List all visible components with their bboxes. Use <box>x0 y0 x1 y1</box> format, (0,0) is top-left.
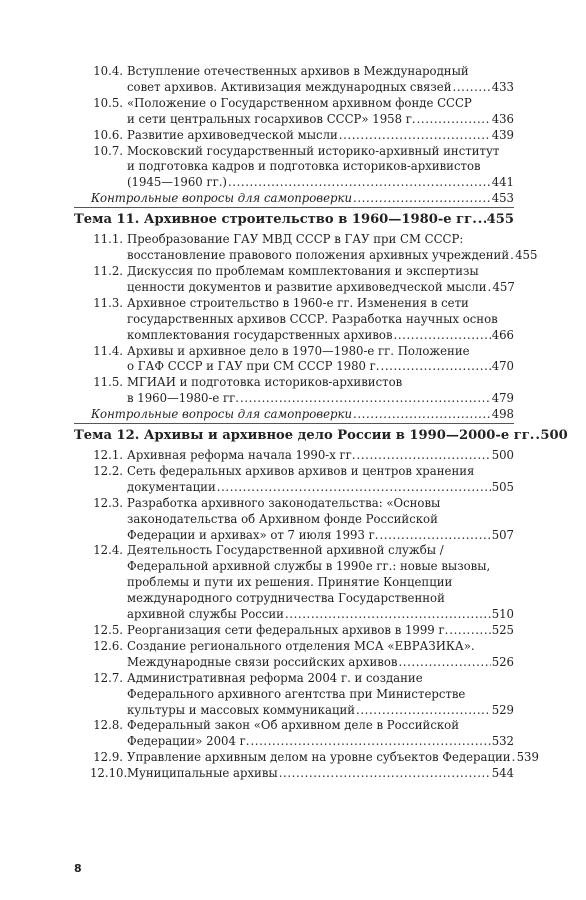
entry-text-line: о ГАФ СССР и ГАУ при СМ СССР 1980 г. <box>127 359 380 374</box>
entry-last-line <box>127 734 514 750</box>
dot-leader <box>357 448 491 464</box>
toc-entry[interactable] <box>74 264 514 296</box>
theme-title: Тема 11. Архивное строительство в 1960—1980-е гг. <box>74 212 477 228</box>
entry-text-line: Создание регионального отделения МСА «ЕВРАЗИКА». <box>127 638 475 653</box>
entry-body <box>127 296 514 344</box>
entry-text-line: ценности документов и развитие архивоведческой мысли <box>127 279 487 294</box>
dot-leader <box>381 359 491 375</box>
entry-text-line: проблемы и пути их решения. Принятие Концепции <box>127 575 453 590</box>
entry-text-line: Международные связи российских архивов <box>127 654 398 669</box>
entry-number: 12.3. <box>93 495 123 510</box>
entry-last-line <box>127 359 514 375</box>
page-ref: 525 <box>491 623 514 637</box>
entry-last-line <box>127 655 514 671</box>
entry-body <box>127 344 514 376</box>
page-ref: 466 <box>491 327 514 342</box>
dot-leader <box>228 175 491 191</box>
entry-body <box>127 718 514 750</box>
toc-entry[interactable] <box>74 750 539 766</box>
entry-body <box>127 144 514 192</box>
entry-text-line: Дискуссия по проблемам комплектования и экспертизы <box>127 263 479 278</box>
entry-last-line <box>127 248 538 264</box>
entry-number: 10.6. <box>93 127 123 142</box>
toc-entry[interactable] <box>74 543 514 623</box>
entry-text-line: Деятельность Государственной архивной службы / <box>127 543 444 558</box>
entry-number: 11.5. <box>93 375 123 390</box>
dot-leader <box>394 328 491 344</box>
theme-12-heading[interactable] <box>74 427 568 445</box>
entry-last-line <box>127 480 514 496</box>
entry-text-line: и подготовка кадров и подготовка историков-архивистов <box>127 159 481 174</box>
page-ref: 500 <box>540 428 568 444</box>
page-ref: 526 <box>491 654 514 669</box>
dot-leader <box>453 80 491 96</box>
page-ref: 532 <box>491 734 514 749</box>
entry-text-line: архивной службы России <box>127 607 284 622</box>
entry-last-line <box>127 175 514 191</box>
page-ref: 539 <box>516 750 539 765</box>
entry-number: 11.2. <box>93 263 123 278</box>
dot-leader <box>417 112 491 128</box>
toc-section-11 <box>74 232 538 407</box>
review-questions-entry[interactable] <box>74 191 514 207</box>
entry-last-line <box>127 607 514 623</box>
page-ref: 455 <box>515 248 538 263</box>
entry-number: 12.2. <box>93 463 123 478</box>
entry-text-line: Административная реформа 2004 г. и создание <box>127 670 423 685</box>
toc-entry[interactable] <box>74 296 514 344</box>
entry-number: 12.5. <box>93 623 123 637</box>
entry-body <box>127 128 514 144</box>
entry-body <box>127 448 514 464</box>
page-ref: 479 <box>491 391 514 406</box>
dot-leader <box>512 750 516 766</box>
entry-last-line <box>127 328 514 344</box>
page-ref: 441 <box>491 175 514 190</box>
entry-text-line: Сеть федеральных архивов архивов и центров хранения <box>127 463 475 478</box>
page-ref: 453 <box>491 191 514 206</box>
entry-text-line: Вступление отечественных архивов в Международный <box>127 64 469 78</box>
entry-text-line: Управление архивным делом на уровне субъектов Федерации <box>127 750 511 765</box>
entry-last-line <box>127 703 514 719</box>
entry-number: 12.1. <box>93 448 123 463</box>
entry-body <box>127 671 514 719</box>
toc-section-10 <box>74 64 514 191</box>
entry-text-line: Архивное строительство в 1960-е гг. Изменения в сети <box>127 295 469 310</box>
entry-text-line: Федерации и архивах» от 7 июля 1993 г. <box>127 527 379 542</box>
entry-last-line <box>127 448 514 464</box>
theme-11-heading[interactable] <box>74 211 514 229</box>
entry-number: 12.9. <box>93 750 123 765</box>
dot-leader <box>510 248 514 264</box>
divider <box>74 423 514 424</box>
entry-body <box>127 64 514 96</box>
entry-number: 11.4. <box>93 343 123 358</box>
toc-entry[interactable] <box>74 96 514 128</box>
dot-leader <box>217 480 491 496</box>
page-ref: 470 <box>491 359 514 374</box>
entry-text-line: восстановление правового положения архивных учреждений <box>127 248 510 263</box>
page-ref: 507 <box>491 527 514 542</box>
toc-entry[interactable] <box>74 671 514 719</box>
toc-entry[interactable] <box>74 232 538 264</box>
toc-entry[interactable] <box>74 344 514 376</box>
divider <box>74 207 514 208</box>
dot-leader <box>356 703 491 719</box>
entry-text-line: Реорганизация сети федеральных архивов в 1999 г. <box>127 623 449 637</box>
page-number: 8 <box>74 862 82 875</box>
dot-leader <box>353 191 491 207</box>
entry-last-line <box>127 766 514 782</box>
dot-leader <box>279 766 491 782</box>
entry-text-line: документации <box>127 479 216 494</box>
toc-entry[interactable] <box>74 496 514 544</box>
entry-text-line: Федеральной архивной службы в 1990е гг.: новые вызовы, <box>127 559 491 574</box>
entry-body <box>127 639 514 671</box>
entry-text-line: международного сотрудничества Государственной <box>127 591 445 606</box>
entry-number: 10.4. <box>93 64 123 78</box>
dot-leader <box>379 528 490 544</box>
entry-text-line: Федеральный закон «Об архивном деле в Российской <box>127 718 459 733</box>
entry-body <box>127 96 514 128</box>
entry-body <box>127 232 538 264</box>
toc-section-12 <box>74 448 539 782</box>
entry-text-line: Федерального архивного агентства при Министерстве <box>127 686 466 701</box>
page-ref: 457 <box>492 279 515 294</box>
entry-last-line <box>127 391 514 407</box>
dot-leader <box>353 407 491 423</box>
page-ref: 433 <box>491 79 514 94</box>
dot-leader <box>240 391 491 407</box>
dot-leader <box>478 211 486 229</box>
entry-body <box>127 464 514 496</box>
entry-number: 11.1. <box>93 232 123 247</box>
entry-text-line: Разработка архивного законодательства: «Основы <box>127 495 441 510</box>
entry-body <box>127 766 514 782</box>
entry-text-line: в 1960—1980-е гг. <box>127 391 240 406</box>
entry-body <box>127 264 514 296</box>
entry-text-line: Московский государственный историко-архивный институт <box>127 143 500 158</box>
entry-body <box>127 496 514 544</box>
dot-leader <box>250 734 490 750</box>
dot-leader <box>339 128 491 144</box>
entry-text-line: законодательства об Архивном фонде Российской <box>127 511 438 526</box>
entry-last-line <box>127 623 514 639</box>
entry-text-line: Архивы и архивное дело в 1970—1980-е гг. Положение <box>127 343 470 358</box>
entry-last-line <box>127 528 514 544</box>
toc-entry[interactable] <box>74 623 514 639</box>
page-ref: 529 <box>491 702 514 717</box>
entry-number: 12.4. <box>93 543 123 558</box>
dot-leader <box>398 655 490 671</box>
entry-body <box>127 375 514 407</box>
entry-number: 10.7. <box>93 143 123 158</box>
entry-body <box>127 623 514 639</box>
entry-last-line <box>127 750 539 766</box>
entry-text-line: культуры и массовых коммуникаций <box>127 702 356 717</box>
toc-entry[interactable] <box>74 639 514 671</box>
toc-entry[interactable] <box>74 64 514 96</box>
entry-number: 12.10. <box>90 766 128 781</box>
entry-text-line: «Положение о Государственном архивном фонде СССР <box>127 95 472 110</box>
entry-body <box>127 543 514 623</box>
table-of-contents <box>74 64 568 782</box>
entry-body <box>127 750 539 766</box>
dot-leader <box>285 607 491 623</box>
entry-number: 12.7. <box>93 670 123 685</box>
page-ref: 544 <box>491 766 514 781</box>
entry-text-line: Архивная реформа начала 1990-х гг. <box>127 448 356 463</box>
entry-number: 12.6. <box>93 638 123 653</box>
review-questions-label: Контрольные вопросы для самопроверки <box>91 407 352 422</box>
dot-leader <box>535 427 539 445</box>
dot-leader <box>449 623 490 639</box>
page-ref: 455 <box>486 212 514 228</box>
page-ref: 439 <box>491 127 514 142</box>
toc-entry[interactable] <box>74 128 514 144</box>
page-ref: 498 <box>491 407 514 422</box>
entry-last-line <box>127 80 514 96</box>
page-ref: 510 <box>491 607 514 622</box>
page-ref: 505 <box>491 479 514 494</box>
entry-text-line: Развитие архивоведческой мысли <box>127 127 338 142</box>
entry-text-line: и сети центральных госархивов СССР» 1958 г. <box>127 111 416 126</box>
toc-entry[interactable] <box>74 718 514 750</box>
review-questions-entry[interactable] <box>74 407 514 423</box>
dot-leader <box>488 280 492 296</box>
entry-text-line: государственных архивов СССР. Разработка научных основ <box>127 311 498 326</box>
entry-last-line <box>127 280 514 296</box>
page-ref: 500 <box>491 448 514 463</box>
toc-entry[interactable] <box>74 375 514 407</box>
toc-entry[interactable] <box>74 448 514 464</box>
toc-entry[interactable] <box>74 464 514 496</box>
entry-text-line: совет архивов. Активизация международных связей <box>127 79 452 94</box>
entry-text-line: Федерации» 2004 г. <box>127 734 250 749</box>
toc-entry[interactable] <box>74 144 514 192</box>
entry-last-line <box>127 112 514 128</box>
entry-text-line: Преобразование ГАУ МВД СССР в ГАУ при СМ СССР: <box>127 232 464 247</box>
theme-title: Тема 12. Архивы и архивное дело России в 1990—2000-е гг. <box>74 428 535 444</box>
entry-text-line: (1945—1960 гг.) <box>127 175 227 190</box>
page-ref: 436 <box>491 111 514 126</box>
entry-text-line: МГИАИ и подготовка историков-архивистов <box>127 375 403 390</box>
entry-number: 12.8. <box>93 718 123 733</box>
entry-text-line: Муниципальные архивы <box>127 766 278 781</box>
entry-number: 11.3. <box>93 295 123 310</box>
review-questions-label: Контрольные вопросы для самопроверки <box>91 191 352 206</box>
entry-number: 10.5. <box>93 95 123 110</box>
entry-text-line: комплектования государственных архивов <box>127 327 393 342</box>
entry-last-line <box>127 128 514 144</box>
toc-entry[interactable] <box>74 766 514 782</box>
